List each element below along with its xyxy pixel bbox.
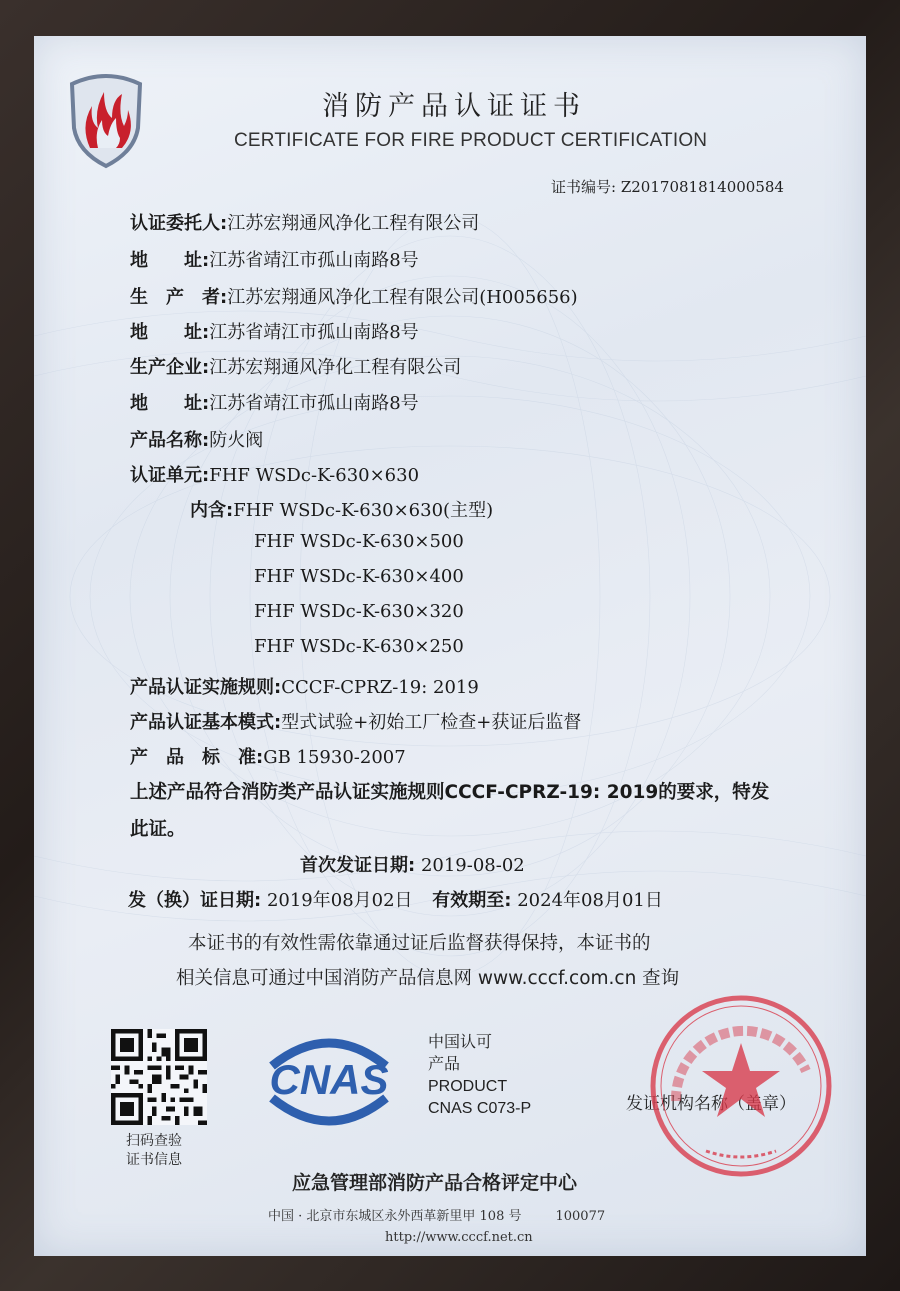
certificate-paper xyxy=(34,36,866,1256)
address-value-2: 江苏省靖江市孤山南路8号 xyxy=(209,322,419,343)
issue-date-label: 发（换）证日期: xyxy=(128,890,262,911)
address-label-3: 地 址: xyxy=(130,393,210,414)
certificate-title: 消防产品认证证书 xyxy=(322,91,586,122)
qr-code[interactable] xyxy=(111,1029,207,1125)
certificate-title-english: CERTIFICATE FOR FIRE PRODUCT CERTIFICATION xyxy=(234,130,708,151)
maker-row xyxy=(130,283,578,309)
cnas-logo-text: CNAS xyxy=(269,1056,389,1103)
rules-label: 产品认证实施规则: xyxy=(130,677,282,698)
client-label: 认证委托人: xyxy=(130,213,228,234)
cnas-logo xyxy=(254,1026,404,1136)
mode-label: 产品认证基本模式: xyxy=(130,712,282,733)
standard-row xyxy=(130,743,406,769)
address-value-1: 江苏省靖江市孤山南路8号 xyxy=(209,250,419,271)
client-row xyxy=(130,209,479,235)
organization-url[interactable]: http://www.cccf.net.cn xyxy=(385,1230,533,1245)
unit-row xyxy=(130,461,419,487)
first-issue-row xyxy=(300,851,525,877)
address-value-3: 江苏省靖江市孤山南路8号 xyxy=(209,393,419,414)
model-item: FHF WSDc-K-630×630(主型) xyxy=(233,500,494,521)
cnas-line-2: 产品 xyxy=(428,1056,461,1073)
issuing-organization: 应急管理部消防产品合格评定中心 xyxy=(292,1172,578,1194)
valid-until-value: 2024年08月01日 xyxy=(517,890,663,911)
certificate-number-value: Z2017081814000584 xyxy=(620,178,784,196)
address-label-2: 地 址: xyxy=(130,322,210,343)
certificate-number-label: 证书编号: xyxy=(551,178,617,196)
rules-value: CCCF-CPRZ-19: 2019 xyxy=(281,677,479,698)
certificate-number xyxy=(551,176,784,197)
rules-row xyxy=(130,673,479,699)
address-label-1: 地 址: xyxy=(130,250,210,271)
factory-row xyxy=(130,353,461,379)
issuer-label: 发证机构名称（盖章） xyxy=(626,1094,796,1114)
notice-line-1: 本证书的有效性需依靠通过证后监督获得保持，本证书的 xyxy=(188,933,651,954)
model-item: FHF WSDc-K-630×250 xyxy=(254,636,464,657)
cnas-line-4: CNAS C073-P xyxy=(428,1100,532,1117)
issue-date-value: 2019年08月02日 xyxy=(266,890,413,911)
unit-value: FHF WSDc-K-630×630 xyxy=(209,465,420,486)
address-row-1 xyxy=(130,246,419,272)
official-seal xyxy=(646,991,836,1181)
address-row-3 xyxy=(130,389,419,415)
contains-label: 内含: xyxy=(190,500,234,521)
statement-line-1: 上述产品符合消防类产品认证实施规则CCCF-CPRZ-19: 2019的要求，特发 xyxy=(130,782,770,803)
standard-label: 产 品 标 准: xyxy=(130,747,264,768)
postcode: 100077 xyxy=(555,1209,606,1224)
factory-value: 江苏宏翔通风净化工程有限公司 xyxy=(209,357,462,378)
statement-line-2: 此证。 xyxy=(130,819,186,840)
valid-until-label: 有效期至: xyxy=(432,890,512,911)
cnas-line-3: PRODUCT xyxy=(428,1078,508,1095)
address-row-2 xyxy=(130,318,419,344)
mode-value: 型式试验+初始工厂检查+获证后监督 xyxy=(281,712,582,733)
model-item: FHF WSDc-K-630×320 xyxy=(254,601,464,622)
address-text: 中国 · 北京市东城区永外西革新里甲 108 号 xyxy=(268,1209,522,1224)
first-issue-label: 首次发证日期: xyxy=(300,855,416,876)
model-item: FHF WSDc-K-630×500 xyxy=(254,531,464,552)
qr-caption-2: 证书信息 xyxy=(126,1152,182,1168)
standard-value: GB 15930-2007 xyxy=(263,747,406,768)
unit-label: 认证单元: xyxy=(130,465,210,486)
fire-shield-logo xyxy=(64,70,148,170)
first-issue-value: 2019-08-02 xyxy=(420,855,525,876)
factory-label: 生产企业: xyxy=(130,357,210,378)
product-label: 产品名称: xyxy=(130,430,210,451)
client-value: 江苏宏翔通风净化工程有限公司 xyxy=(227,213,480,234)
product-row xyxy=(130,426,263,452)
contains-row xyxy=(190,496,493,522)
notice-line-2: 相关信息可通过中国消防产品信息网 www.cccf.com.cn 查询 xyxy=(176,968,680,989)
issue-date-row xyxy=(128,886,663,912)
product-value: 防火阀 xyxy=(209,430,264,451)
mode-row xyxy=(130,708,581,734)
model-item: FHF WSDc-K-630×400 xyxy=(254,566,464,587)
maker-label: 生 产 者: xyxy=(130,287,228,308)
organization-address xyxy=(268,1205,605,1224)
qr-caption-1: 扫码查验 xyxy=(126,1133,182,1149)
cnas-line-1: 中国认可 xyxy=(428,1034,493,1051)
maker-value: 江苏宏翔通风净化工程有限公司(H005656) xyxy=(227,287,578,308)
